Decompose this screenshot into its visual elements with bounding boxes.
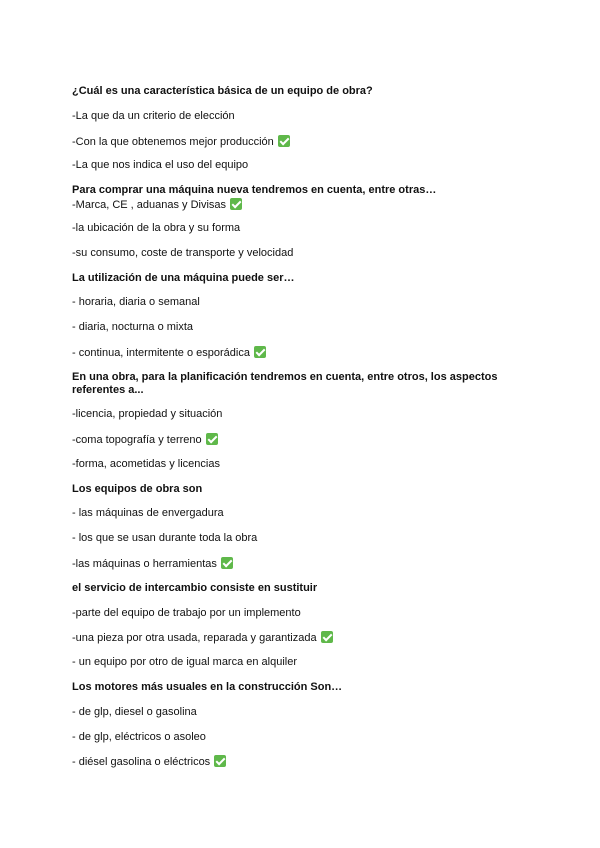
question-1-option-3: -La que nos indica el uso del equipo — [72, 159, 249, 171]
question-1-option-1: -La que da un criterio de elección — [72, 110, 235, 122]
question-3-option-2: - diaria, nocturna o mixta — [72, 321, 194, 333]
check-mark-icon — [221, 557, 233, 569]
question-7-option-2: - de glp, eléctricos o asoleo — [72, 731, 206, 743]
question-4-option-3: -forma, acometidas y licencias — [72, 458, 220, 470]
question-3: La utilización de una máquina puede ser… — [72, 272, 295, 284]
question-7-option-1: - de glp, diesel o gasolina — [72, 706, 197, 718]
question-2-option-1: -Marca, CE , aduanas y Divisas — [72, 198, 242, 212]
question-4-option-2: -coma topografía y terreno — [72, 433, 218, 447]
question-4: En una obra, para la planificación tendremos en cuenta, entre otros, los aspectos referentes a... — [72, 371, 498, 396]
question-5-option-2: - los que se usan durante toda la obra — [72, 532, 258, 544]
check-mark-icon — [230, 198, 242, 210]
question-6-option-1: -parte del equipo de trabajo por un implemento — [72, 607, 301, 619]
question-7: Los motores más usuales en la construcción Son… — [72, 681, 343, 693]
question-5-option-3: -las máquinas o herramientas — [72, 557, 233, 571]
question-3-option-1: - horaria, diaria o semanal — [72, 296, 200, 308]
question-6-option-3: - un equipo por otro de igual marca en alquiler — [72, 656, 298, 668]
question-5-option-1: - las máquinas de envergadura — [72, 507, 224, 519]
question-3-option-3: - continua, intermitente o esporádica — [72, 346, 266, 360]
question-5: Los equipos de obra son — [72, 483, 203, 495]
question-2-option-2: -la ubicación de la obra y su forma — [72, 222, 241, 234]
question-1: ¿Cuál es una característica básica de un equipo de obra? — [72, 85, 373, 97]
question-1-option-2: -Con la que obtenemos mejor producción — [72, 135, 290, 149]
question-2: Para comprar una máquina nueva tendremos en cuenta, entre otras… — [72, 184, 437, 196]
question-7-option-3: - diésel gasolina o eléctricos — [72, 755, 226, 769]
check-mark-icon — [214, 755, 226, 767]
check-mark-icon — [206, 433, 218, 445]
check-mark-icon — [254, 346, 266, 358]
question-6: el servicio de intercambio consiste en sustituir — [72, 582, 318, 594]
check-mark-icon — [321, 631, 333, 643]
question-2-option-3: -su consumo, coste de transporte y velocidad — [72, 247, 294, 259]
question-6-option-2: -una pieza por otra usada, reparada y garantizada — [72, 631, 333, 645]
question-4-option-1: -licencia, propiedad y situación — [72, 408, 223, 420]
check-mark-icon — [278, 135, 290, 147]
